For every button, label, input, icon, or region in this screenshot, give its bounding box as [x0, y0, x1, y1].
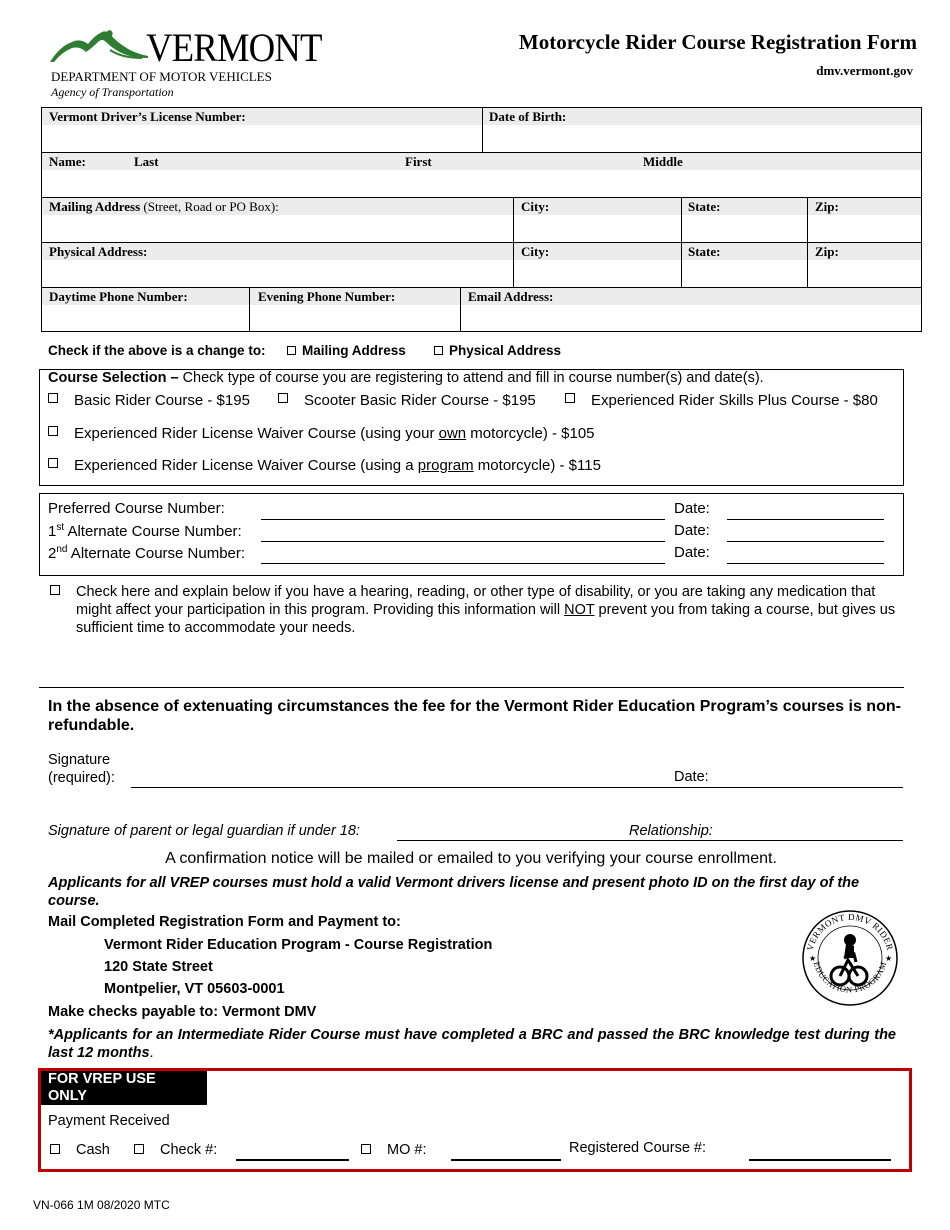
- mailing-state-label: State:: [688, 199, 721, 214]
- vrep-seal-icon: [800, 908, 900, 1008]
- change-mailing-label: Mailing Address: [302, 343, 406, 358]
- mo-number-input[interactable]: [451, 1145, 561, 1161]
- confirmation-notice: A confirmation notice will be mailed or emailed to you verifying your course enrollment.: [165, 850, 777, 867]
- svg-text:EDUCATION PROGRAM: EDUCATION PROGRAM: [811, 960, 889, 995]
- alt1-date-input[interactable]: [727, 527, 884, 542]
- department-name: DEPARTMENT OF MOTOR VEHICLES: [51, 69, 272, 84]
- alt1-course-input[interactable]: [261, 527, 665, 542]
- guardian-signature-label: Signature of parent or legal guardian if under 18:: [48, 823, 360, 839]
- change-mailing-checkbox[interactable]: [287, 346, 296, 355]
- physical-address-input[interactable]: [42, 261, 513, 287]
- alt1-date-label: Date:: [674, 522, 710, 539]
- physical-address-label: Physical Address:: [49, 244, 148, 259]
- name-input[interactable]: [42, 171, 921, 197]
- skills-plus-label: Experienced Rider Skills Plus Course - $80: [591, 392, 878, 409]
- alt2-date-input[interactable]: [727, 549, 884, 564]
- waiver-program-checkbox[interactable]: [48, 458, 58, 468]
- vermont-logo-text: VERMONT: [146, 25, 322, 70]
- signature-input[interactable]: [131, 772, 673, 788]
- daytime-phone-label: Daytime Phone Number:: [49, 289, 188, 304]
- waiver-own-label: Experienced Rider License Waiver Course (using your own motorcycle) - $105: [74, 425, 595, 442]
- intermediate-note: *Applicants for an Intermediate Rider Course must have completed a BRC and passed the BRC knowledge test during the last 12 months.: [48, 1027, 896, 1061]
- mail-line2: 120 State Street: [104, 959, 213, 975]
- signature-label: Signature (required):: [48, 752, 115, 786]
- payment-received-label: Payment Received: [48, 1113, 170, 1129]
- vermont-mountain-logo-icon: [50, 28, 150, 64]
- signature-date-input[interactable]: [673, 772, 903, 788]
- change-physical-checkbox[interactable]: [434, 346, 443, 355]
- cash-checkbox[interactable]: [50, 1144, 60, 1154]
- physical-city-label: City:: [521, 244, 550, 259]
- basic-rider-checkbox[interactable]: [48, 393, 58, 403]
- dob-label: Date of Birth:: [489, 109, 567, 124]
- scooter-rider-label: Scooter Basic Rider Course - $195: [304, 392, 536, 409]
- preferred-date-label: Date:: [674, 500, 710, 517]
- signature-date-label: Date:: [674, 769, 709, 785]
- office-use-header: FOR VREP USE ONLY: [41, 1071, 207, 1105]
- middle-name-label: Middle: [643, 154, 683, 169]
- guardian-signature-input[interactable]: [397, 826, 629, 841]
- check-checkbox[interactable]: [134, 1144, 144, 1154]
- license-number-label: Vermont Driver’s License Number:: [49, 109, 246, 124]
- registered-course-label: Registered Course #:: [569, 1140, 707, 1156]
- mail-line3: Montpelier, VT 05603-0001: [104, 981, 285, 997]
- disability-checkbox[interactable]: [50, 585, 60, 595]
- physical-state-label: State:: [688, 244, 721, 259]
- applicants-note: Applicants for all VREP courses must hold a valid Vermont drivers license and present photo ID on the first day of the course.: [48, 875, 860, 909]
- last-name-label: Last: [134, 154, 159, 169]
- first-name-label: First: [405, 154, 432, 169]
- alt2-course-input[interactable]: [261, 549, 665, 564]
- refund-notice: In the absence of extenuating circumstances the fee for the Vermont Rider Education Program’s courses is non-refundable.: [48, 698, 901, 734]
- license-number-input[interactable]: [42, 126, 482, 152]
- alt2-course-label: 2nd Alternate Course Number:: [48, 544, 246, 562]
- dob-input[interactable]: [483, 126, 921, 152]
- cash-label: Cash: [76, 1142, 110, 1158]
- change-physical-label: Physical Address: [449, 343, 562, 358]
- form-title: Motorcycle Rider Course Registration Form: [518, 30, 917, 54]
- check-number-input[interactable]: [236, 1145, 349, 1161]
- change-prompt: Check if the above is a change to:: [48, 343, 266, 358]
- email-label: Email Address:: [468, 289, 554, 304]
- preferred-course-label: Preferred Course Number:: [48, 500, 225, 517]
- waiver-own-checkbox[interactable]: [48, 426, 58, 436]
- name-label: Name:: [49, 154, 86, 169]
- mail-heading: Mail Completed Registration Form and Payment to:: [48, 914, 401, 930]
- alt1-course-label: 1st Alternate Course Number:: [48, 522, 242, 540]
- mailing-address-input[interactable]: [42, 216, 513, 242]
- mailing-zip-label: Zip:: [815, 199, 839, 214]
- relationship-input[interactable]: [629, 826, 903, 841]
- mailing-address-label: Mailing Address (Street, Road or PO Box):: [49, 199, 279, 214]
- check-label: Check #:: [160, 1142, 218, 1158]
- waiver-program-label: Experienced Rider License Waiver Course (using a program motorcycle) - $115: [74, 457, 601, 474]
- disability-text: Check here and explain below if you have a hearing, reading, or other type of disability, or you are taking any medication that might affect your participation in this program. Providing this information will NOT prevent you from taking a course, but gives us sufficient time to accommodate your needs.: [76, 584, 896, 636]
- relationship-label: Relationship:: [629, 823, 713, 839]
- checks-payable: Make checks payable to: Vermont DMV: [48, 1004, 317, 1020]
- mailing-city-label: City:: [521, 199, 550, 214]
- mo-checkbox[interactable]: [361, 1144, 371, 1154]
- skills-plus-checkbox[interactable]: [565, 393, 575, 403]
- scooter-rider-checkbox[interactable]: [278, 393, 288, 403]
- preferred-date-input[interactable]: [727, 505, 884, 520]
- mo-label: MO #:: [387, 1142, 427, 1158]
- preferred-course-input[interactable]: [261, 505, 665, 520]
- evening-phone-label: Evening Phone Number:: [258, 289, 396, 304]
- website: dmv.vermont.gov: [816, 63, 913, 78]
- disability-explanation-area[interactable]: [76, 640, 904, 684]
- registered-course-input[interactable]: [749, 1145, 891, 1161]
- mail-line1: Vermont Rider Education Program - Course Registration: [104, 937, 493, 953]
- course-selection-heading: Course Selection – Check type of course you are registering to attend and fill in course number(s) and date(s).: [48, 370, 764, 386]
- form-code-footer: VN-066 1M 08/2020 MTC: [33, 1198, 170, 1212]
- physical-zip-label: Zip:: [815, 244, 839, 259]
- svg-text:VERMONT DMV RIDER: VERMONT DMV RIDER: [804, 911, 896, 952]
- basic-rider-label: Basic Rider Course - $195: [74, 392, 250, 409]
- agency-name: Agency of Transportation: [51, 85, 174, 99]
- svg-text:★: ★: [809, 954, 817, 963]
- alt2-date-label: Date:: [674, 544, 710, 561]
- svg-text:★: ★: [885, 954, 893, 963]
